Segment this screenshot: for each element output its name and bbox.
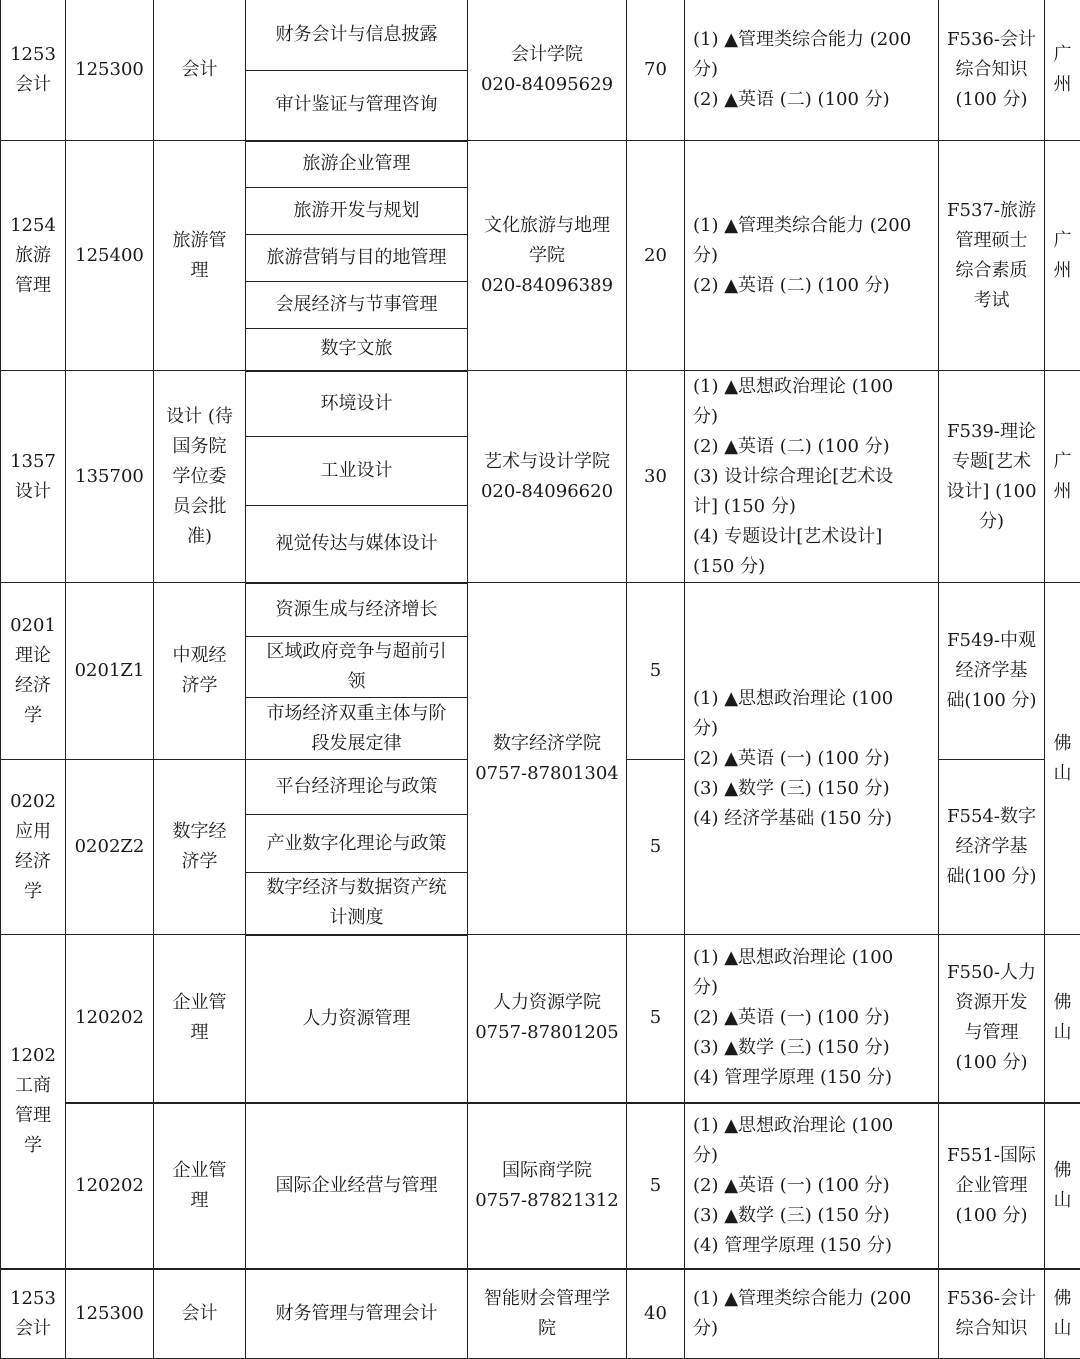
- quota-cell: 5: [627, 1103, 685, 1269]
- direction-cell: 资源生成与经济增长: [246, 583, 468, 637]
- exam-subjects-cell: (1) ▲思想政治理论 (100 分) (2) ▲英语 (一) (100 分) (3) ▲数学 (三) (150 分) (4) 经济学基础 (150 分): [685, 583, 939, 935]
- code-cell: 135700: [66, 371, 154, 583]
- major-cell: 0201 理论 经济 学: [1, 583, 66, 760]
- campus-cell: 广 州: [1045, 371, 1080, 583]
- major-cell: 1253 会计: [1, 1269, 66, 1359]
- school-cell: 艺术与设计学院 020-84096620: [468, 371, 627, 583]
- direction-cell: 平台经济理论与政策: [246, 760, 468, 815]
- exam-subjects-cell: (1) ▲管理类综合能力 (200 分): [685, 1269, 939, 1359]
- code-cell: 125300: [66, 1269, 154, 1359]
- field-cell: 数字经 济学: [154, 760, 246, 935]
- code-cell: 0201Z1: [66, 583, 154, 760]
- exam-subjects-cell: (1) ▲管理类综合能力 (200 分) (2) ▲英语 (二) (100 分): [685, 0, 939, 141]
- retest-cell: F537-旅游 管理硕士 综合素质 考试: [939, 141, 1045, 371]
- major-cell: 1254 旅游 管理: [1, 141, 66, 371]
- retest-cell: F550-人力 资源开发 与管理 (100 分): [939, 935, 1045, 1103]
- school-cell: 智能财会管理学 院: [468, 1269, 627, 1359]
- retest-cell: F551-国际 企业管理 (100 分): [939, 1103, 1045, 1269]
- direction-cell: 数字经济与数据资产统 计测度: [246, 873, 468, 935]
- quota-cell: 30: [627, 371, 685, 583]
- direction-cell: 视觉传达与媒体设计: [246, 506, 468, 583]
- direction-cell: 区域政府竞争与超前引 领: [246, 637, 468, 698]
- direction-cell: 环境设计: [246, 371, 468, 437]
- direction-cell: 审计鉴证与管理咨询: [246, 71, 468, 141]
- field-cell: 企业管 理: [154, 1103, 246, 1269]
- direction-cell: 人力资源管理: [246, 935, 468, 1103]
- direction-cell: 市场经济双重主体与阶 段发展定律: [246, 698, 468, 760]
- school-cell: 文化旅游与地理 学院 020-84096389: [468, 141, 627, 371]
- exam-subjects-cell: (1) ▲思想政治理论 (100 分) (2) ▲英语 (二) (100 分) (3) 设计综合理论[艺术设 计] (150 分) (4) 专题设计[艺术设计] (150 分): [685, 371, 939, 583]
- exam-subjects-cell: (1) ▲思想政治理论 (100 分) (2) ▲英语 (一) (100 分) (3) ▲数学 (三) (150 分) (4) 管理学原理 (150 分): [685, 1103, 939, 1269]
- code-cell: 125300: [66, 0, 154, 141]
- school-cell: 国际商学院 0757-87821312: [468, 1103, 627, 1269]
- quota-cell: 5: [627, 760, 685, 935]
- direction-cell: 旅游企业管理: [246, 141, 468, 188]
- direction-cell: 财务会计与信息披露: [246, 0, 468, 71]
- direction-cell: 数字文旅: [246, 329, 468, 371]
- campus-cell: 佛 山: [1045, 1103, 1080, 1269]
- direction-cell: 会展经济与节事管理: [246, 282, 468, 329]
- field-cell: 旅游管 理: [154, 141, 246, 371]
- campus-cell: 广 州: [1045, 141, 1080, 371]
- school-cell: 数字经济学院 0757-87801304: [468, 583, 627, 935]
- code-cell: 0202Z2: [66, 760, 154, 935]
- quota-cell: 20: [627, 141, 685, 371]
- retest-cell: F539-理论 专题[艺术 设计] (100 分): [939, 371, 1045, 583]
- campus-cell: 广 州: [1045, 0, 1080, 141]
- code-cell: 125400: [66, 141, 154, 371]
- campus-cell: 佛 山: [1045, 1269, 1080, 1359]
- direction-cell: 财务管理与管理会计: [246, 1269, 468, 1359]
- quota-cell: 40: [627, 1269, 685, 1359]
- exam-subjects-cell: (1) ▲思想政治理论 (100 分) (2) ▲英语 (一) (100 分) (3) ▲数学 (三) (150 分) (4) 管理学原理 (150 分): [685, 935, 939, 1103]
- school-cell: 会计学院 020-84095629: [468, 0, 627, 141]
- retest-cell: F554-数字 经济学基 础(100 分): [939, 760, 1045, 935]
- field-cell: 设计 (待 国务院 学位委 员会批 准): [154, 371, 246, 583]
- retest-cell: F536-会计 综合知识 (100 分): [939, 0, 1045, 141]
- field-cell: 中观经 济学: [154, 583, 246, 760]
- code-cell: 120202: [66, 1103, 154, 1269]
- school-cell: 人力资源学院 0757-87801205: [468, 935, 627, 1103]
- major-cell: 1202 工商 管理 学: [1, 935, 66, 1269]
- direction-cell: 产业数字化理论与政策: [246, 815, 468, 873]
- major-cell: 1357 设计: [1, 371, 66, 583]
- campus-cell: 佛 山: [1045, 583, 1080, 935]
- direction-cell: 国际企业经营与管理: [246, 1103, 468, 1269]
- quota-cell: 70: [627, 0, 685, 141]
- major-cell: 1253 会计: [1, 0, 66, 141]
- exam-subjects-cell: (1) ▲管理类综合能力 (200 分) (2) ▲英语 (二) (100 分): [685, 141, 939, 371]
- campus-cell: 佛 山: [1045, 935, 1080, 1103]
- field-cell: 企业管 理: [154, 935, 246, 1103]
- quota-cell: 5: [627, 935, 685, 1103]
- direction-cell: 旅游营销与目的地管理: [246, 235, 468, 282]
- retest-cell: F536-会计 综合知识: [939, 1269, 1045, 1359]
- direction-cell: 工业设计: [246, 437, 468, 506]
- field-cell: 会计: [154, 1269, 246, 1359]
- major-cell: 0202 应用 经济 学: [1, 760, 66, 935]
- retest-cell: F549-中观 经济学基 础(100 分): [939, 583, 1045, 760]
- quota-cell: 5: [627, 583, 685, 760]
- field-cell: 会计: [154, 0, 246, 141]
- direction-cell: 旅游开发与规划: [246, 188, 468, 235]
- code-cell: 120202: [66, 935, 154, 1103]
